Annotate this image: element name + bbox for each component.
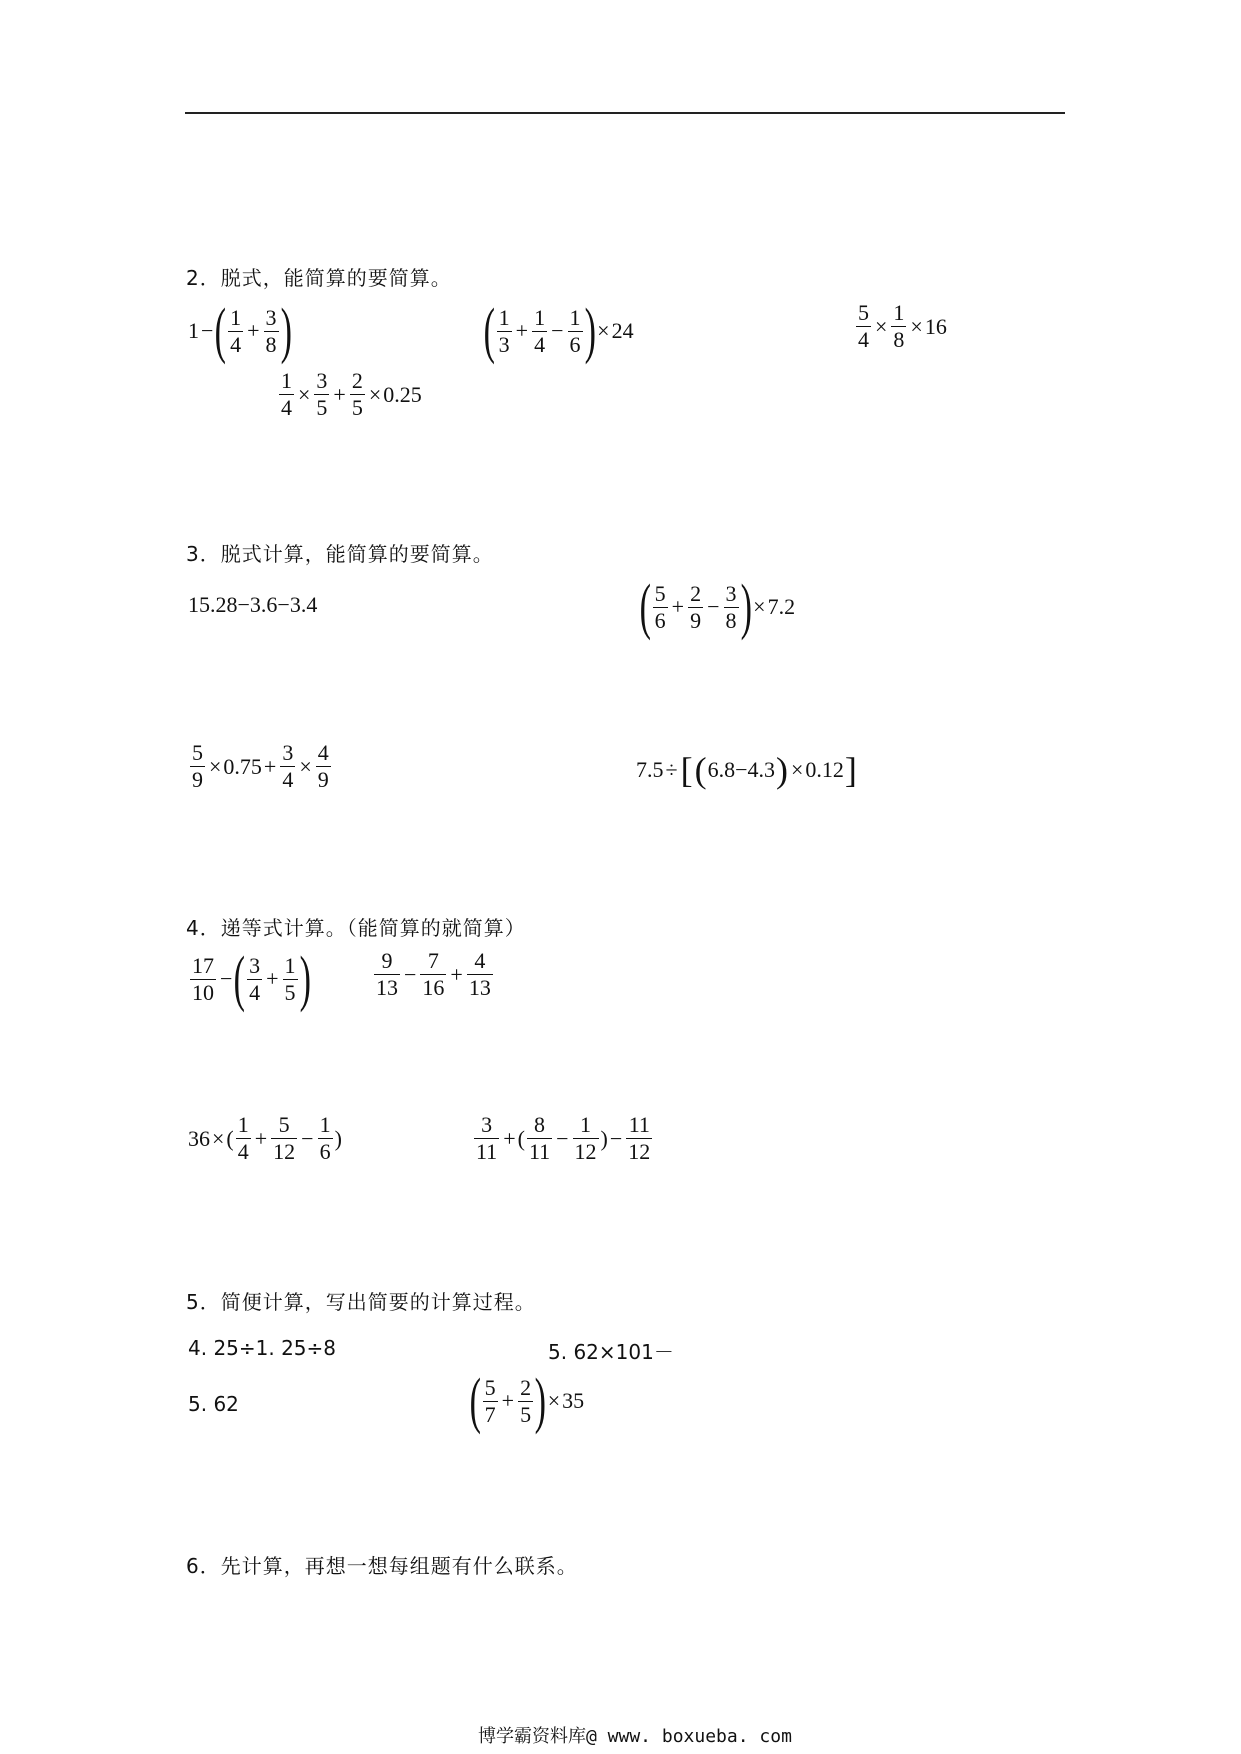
fraction: $\frac{1}{3}$ — [498, 304, 510, 357]
expression-text: 6.8−4.3 — [707, 757, 775, 782]
left-paren: ( — [226, 1125, 234, 1151]
q2-expression-2 — [483, 297, 634, 365]
number: 0.75 — [223, 753, 262, 779]
q5-expression-1: 4. 25÷1. 25÷8 — [188, 1336, 337, 1360]
operator: + — [671, 594, 685, 619]
fraction: $\frac{1}{4}$ — [230, 304, 242, 357]
fraction: $\frac{1}{6}$ — [569, 304, 581, 357]
q3-expression-3 — [188, 740, 333, 793]
operator: + — [333, 381, 346, 407]
q2-expression-3 — [854, 300, 947, 353]
operator: × — [753, 594, 766, 619]
number: 24 — [611, 318, 634, 343]
left-paren: ( — [639, 573, 652, 641]
fraction: $\frac{5}{6}$ — [654, 580, 666, 633]
fraction: $\frac{1}{4}$ — [281, 368, 292, 420]
operator: ÷ — [665, 757, 678, 782]
right-paren: ) — [534, 1367, 547, 1435]
operator: − — [609, 1125, 623, 1151]
left-paren: ( — [234, 945, 246, 1013]
q6-heading: 6．先计算，再想一想每组题有什么联系。 — [186, 1554, 578, 1578]
operator: × — [298, 381, 311, 407]
q4-heading: 4．递等式计算。（能简算的就简算） — [186, 916, 526, 940]
right-paren: ) — [600, 1125, 608, 1151]
left-paren: ( — [483, 297, 496, 365]
number: 7.5 — [636, 757, 664, 782]
number: 35 — [562, 1388, 585, 1413]
fraction: $\frac{9}{13}$ — [376, 948, 398, 1000]
operator: × — [791, 757, 804, 782]
number: 7.2 — [767, 594, 796, 619]
fraction: $\frac{2}{9}$ — [690, 580, 702, 633]
fraction: $\frac{1}{4}$ — [534, 304, 546, 357]
operator: + — [254, 1125, 268, 1151]
fraction: $\frac{4}{13}$ — [468, 948, 491, 1000]
right-paren: ) — [740, 573, 752, 641]
q5-expression-3 — [469, 1367, 585, 1435]
fraction: $\frac{2}{5}$ — [351, 368, 363, 420]
fraction: $\frac{2}{5}$ — [520, 1374, 532, 1427]
fraction: $\frac{3}{4}$ — [249, 952, 261, 1005]
fraction: $\frac{1}{12}$ — [574, 1112, 597, 1164]
fraction: $\frac{3}{5}$ — [316, 368, 328, 420]
fraction: $\frac{7}{16}$ — [422, 948, 445, 1000]
operator: − — [556, 1125, 569, 1151]
number: 0.25 — [383, 381, 422, 407]
right-paren: ) — [334, 1125, 342, 1151]
operator: × — [212, 1125, 225, 1151]
q2-heading: 2．脱式，能简算的要简算。 — [186, 266, 452, 290]
fraction: $\frac{3}{4}$ — [282, 740, 294, 792]
left-paren: ( — [215, 297, 227, 365]
left-bracket: [ — [680, 750, 693, 790]
operator: − — [707, 594, 720, 619]
operator: + — [266, 966, 279, 991]
fraction: $\frac{3}{8}$ — [725, 580, 737, 633]
fraction: $\frac{3}{8}$ — [265, 304, 277, 357]
fraction: $\frac{1}{6}$ — [319, 1112, 331, 1164]
operator: × — [209, 753, 222, 779]
left-paren: ( — [517, 1125, 525, 1151]
q4-expression-1 — [188, 945, 311, 1013]
fraction: $\frac{5}{9}$ — [192, 740, 203, 792]
operator: × — [547, 1388, 561, 1413]
left-paren: ( — [469, 1367, 482, 1435]
q3-heading: 3．脱式计算，能简算的要简算。 — [186, 542, 494, 566]
q5-expression-2-part-1: 5. 62×101－ — [548, 1340, 674, 1364]
fraction: $\frac{5}{12}$ — [273, 1112, 296, 1164]
operator: × — [597, 318, 610, 343]
number: 0.12 — [805, 757, 844, 782]
q3-expression-4 — [636, 752, 858, 788]
fraction: $\frac{5}{4}$ — [858, 300, 869, 352]
number: 16 — [924, 313, 947, 339]
q4-expression-3 — [188, 1112, 342, 1165]
right-paren: ) — [299, 945, 311, 1013]
q5-heading: 5．简便计算，写出简要的计算过程。 — [186, 1290, 536, 1314]
fraction: $\frac{4}{9}$ — [317, 740, 329, 792]
q3-expression-1 — [188, 592, 317, 618]
operator: + — [515, 318, 529, 343]
operator: + — [247, 318, 260, 343]
fraction: $\frac{17}{10}$ — [192, 952, 214, 1005]
operator: + — [501, 1388, 515, 1413]
fraction: $\frac{3}{11}$ — [476, 1112, 498, 1164]
footer-watermark: 博学霸资料库@ www. boxueba. com — [478, 1726, 792, 1747]
expression-text: 15.28−3.6−3.4 — [188, 592, 318, 617]
q3-expression-2 — [639, 573, 796, 641]
operator: + — [450, 961, 463, 987]
operator: × — [910, 313, 923, 339]
q5-expression-2-part-2: 5. 62 — [188, 1392, 239, 1416]
operator: × — [875, 313, 888, 339]
header-rule — [185, 112, 1065, 114]
number: 1 — [188, 318, 199, 343]
operator: × — [368, 381, 382, 407]
q2-expression-4 — [277, 368, 422, 421]
right-paren: ) — [584, 297, 596, 365]
fraction: $\frac{1}{8}$ — [893, 300, 905, 352]
operator: − — [201, 318, 214, 343]
right-paren: ) — [280, 297, 292, 365]
right-bracket: ] — [844, 750, 857, 790]
operator: − — [404, 961, 417, 987]
operator: + — [503, 1125, 516, 1151]
number: 36 — [188, 1125, 210, 1151]
right-paren: ) — [776, 750, 788, 790]
operator: − — [551, 318, 564, 343]
fraction: $\frac{11}{12}$ — [628, 1112, 651, 1164]
q2-expression-1 — [188, 297, 292, 365]
fraction: $\frac{5}{7}$ — [484, 1374, 496, 1427]
left-paren: ( — [694, 750, 707, 790]
operator: + — [263, 753, 277, 779]
operator: × — [299, 753, 312, 779]
fraction: $\frac{1}{5}$ — [284, 952, 296, 1005]
q4-expression-4 — [472, 1112, 654, 1165]
operator: − — [220, 966, 233, 991]
fraction: $\frac{1}{4}$ — [237, 1112, 249, 1164]
q4-expression-2 — [372, 948, 495, 1001]
operator: − — [301, 1125, 314, 1151]
fraction: $\frac{8}{11}$ — [528, 1112, 551, 1164]
